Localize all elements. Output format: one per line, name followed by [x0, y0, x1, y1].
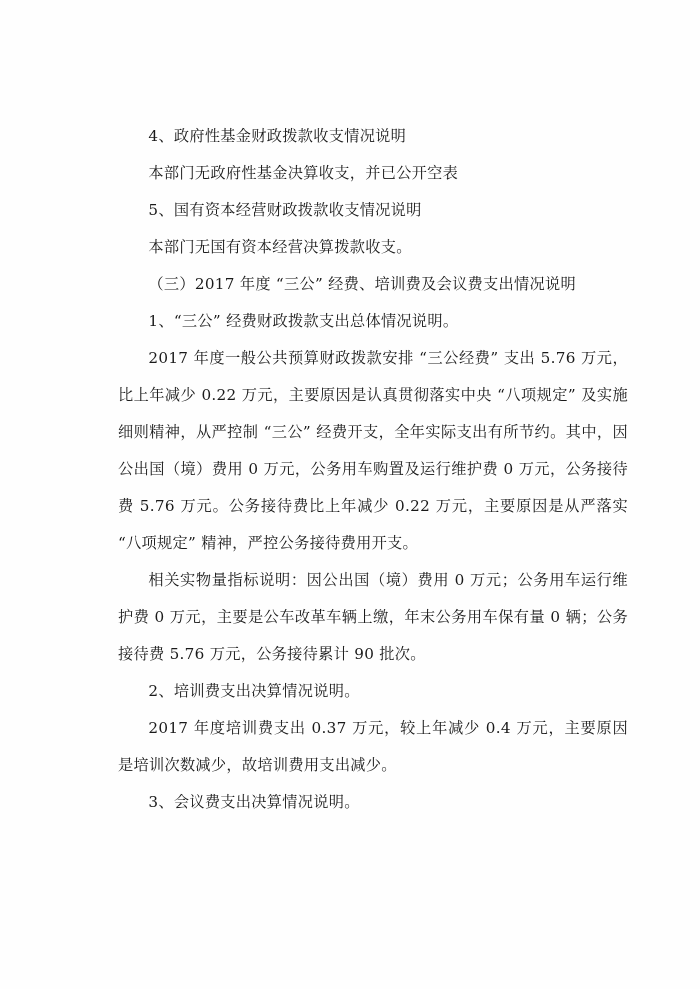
paragraph-three-public-expenses-detail: 2017 年度一般公共预算财政拨款安排 “三公经费” 支出 5.76 万元，比上年减少 0.22 万元，主要原因是认真贯彻落实中央 “八项规定” 及实施细则精神，从严控制 “三公” 经费开支，全年实际支出有所节约。其中，因公出国（境）费用 0 万元，公务用车购置及运行维护费 0 万元，公务接待费 5.76 万元。公务接待费比上年减少 0.22 万元，主要原因是从严落实 “八项规定” 精神，严控公务接待费用开支。	[118, 349, 628, 552]
paragraph-item-2-heading: 2、培训费支出决算情况说明。	[148, 682, 360, 700]
paragraph-physical-indicators: 相关实物量指标说明：因公出国（境）费用 0 万元；公务用车运行维护费 0 万元，主要是公车改革车辆上缴，年末公务用车保有量 0 辆；公务接待费 5.76 万元，公务接待累计 90 批次。	[118, 571, 628, 663]
paragraph-no-government-fund: 本部门无政府性基金决算收支，并已公开空表	[148, 164, 459, 182]
paragraph-heading-4: 4、政府性基金财政拨款收支情况说明	[148, 127, 407, 145]
paragraph-training-expense-detail: 2017 年度培训费支出 0.37 万元，较上年减少 0.4 万元，主要原因是培训次数减少，故培训费用支出减少。	[118, 719, 628, 774]
paragraph-heading-5: 5、国有资本经营财政拨款收支情况说明	[148, 201, 422, 219]
paragraph-item-3-heading: 3、会议费支出决算情况说明。	[148, 793, 360, 811]
paragraph-section-three-heading: （三）2017 年度 “三公” 经费、培训费及会议费支出情况说明	[148, 275, 576, 293]
paragraph-no-state-capital: 本部门无国有资本经营决算拨款收支。	[148, 238, 412, 256]
document-body	[118, 118, 628, 821]
paragraph-item-1-heading: 1、“三公” 经费财政拨款支出总体情况说明。	[148, 312, 459, 330]
